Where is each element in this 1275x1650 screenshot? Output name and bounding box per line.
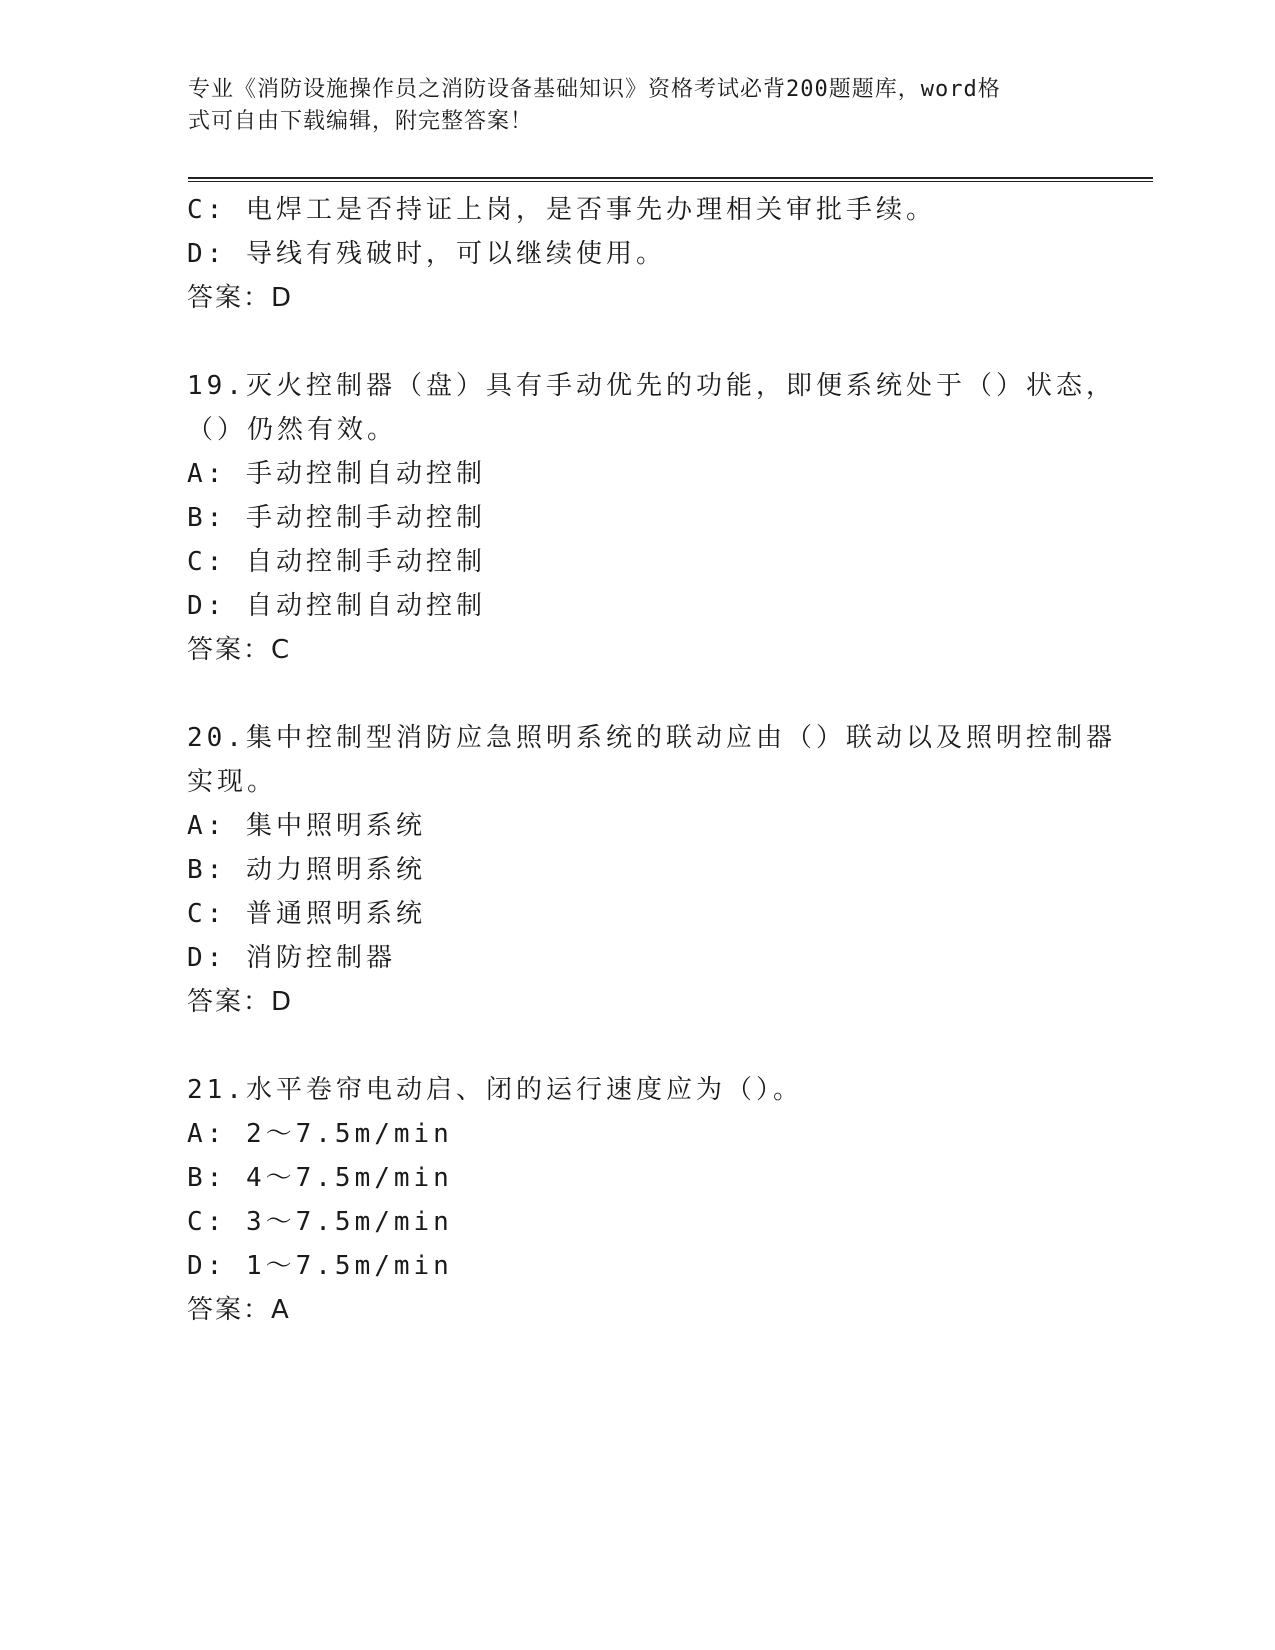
q19-stem-line-1: 19.灭火控制器（盘）具有手动优先的功能，即便系统处于（）状态，: [187, 371, 1116, 401]
q20-stem-line-2: 实现。: [187, 767, 278, 797]
q21-option-d: D: 1～7.5m/min: [187, 1251, 453, 1281]
header-title-line-1: 专业《消防设施操作员之消防设备基础知识》资格考试必背200题题库，word格: [188, 77, 1001, 102]
q20-option-b: B: 动力照明系统: [187, 855, 426, 885]
q19-stem-line-2: （）仍然有效。: [187, 415, 398, 445]
q18-option-d: D: 导线有残破时，可以继续使用。: [187, 239, 666, 269]
q19-answer: 答案：C: [187, 635, 292, 665]
header-divider: [188, 177, 1153, 179]
q19-option-b: B: 手动控制手动控制: [187, 503, 486, 533]
q21-stem-line-1: 21.水平卷帘电动启、闭的运行速度应为（）。: [187, 1075, 803, 1105]
header-title-line-2: 式可自由下载编辑，附完整答案！: [188, 109, 534, 134]
q20-answer: 答案：D: [187, 987, 294, 1017]
q21-option-b: B: 4～7.5m/min: [187, 1163, 453, 1193]
q18-answer: 答案：D: [187, 283, 294, 313]
q20-option-c: C: 普通照明系统: [187, 899, 426, 929]
header-divider-thin: [188, 181, 1153, 182]
q21-option-c: C: 3～7.5m/min: [187, 1207, 453, 1237]
q19-option-d: D: 自动控制自动控制: [187, 591, 486, 621]
q20-option-d: D: 消防控制器: [187, 943, 396, 973]
q20-option-a: A: 集中照明系统: [187, 811, 426, 841]
document-header: [188, 74, 1068, 138]
q18-option-c: C: 电焊工是否持证上岗，是否事先办理相关审批手续。: [187, 195, 936, 225]
q21-option-a: A: 2～7.5m/min: [187, 1119, 453, 1149]
q19-option-a: A: 手动控制自动控制: [187, 459, 486, 489]
q19-option-c: C: 自动控制手动控制: [187, 547, 486, 577]
q20-stem-line-1: 20.集中控制型消防应急照明系统的联动应由（）联动以及照明控制器: [187, 723, 1116, 753]
q21-answer: 答案：A: [187, 1295, 291, 1325]
